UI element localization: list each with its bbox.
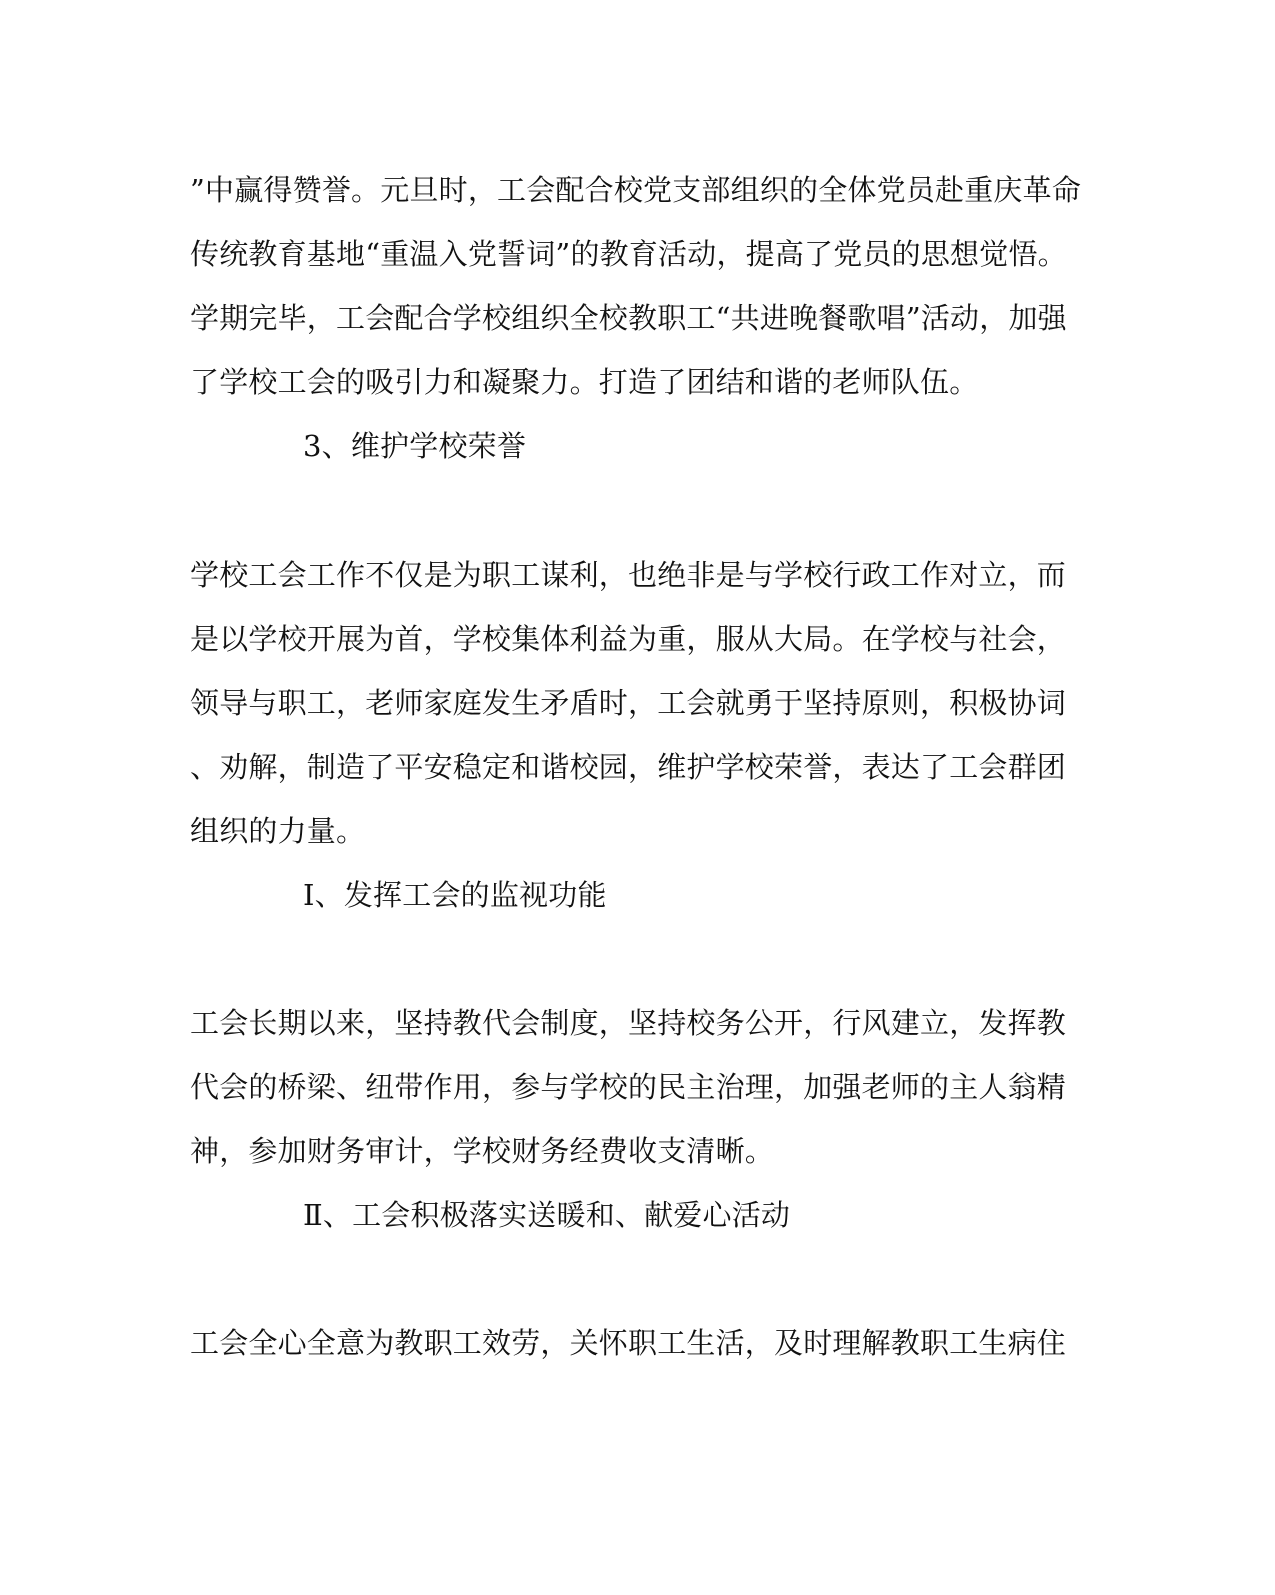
paragraph-2-line-1: 学校工会工作不仅是为职工谋利，也绝非是与学校行政工作对立，而 <box>190 558 1067 592</box>
paragraph-2-line-2: 是以学校开展为首，学校集体利益为重，服从大局。在学校与社会， <box>190 622 1067 656</box>
paragraph-4-line-1: 工会全心全意为教职工效劳，关怀职工生活，及时理解教职工生病住 <box>190 1326 1067 1360</box>
section-heading-3: 3、维护学校荣誉 <box>303 429 527 463</box>
paragraph-3-line-2: 代会的桥梁、纽带作用，参与学校的民主治理，加强老师的主人翁精 <box>190 1070 1067 1104</box>
paragraph-1-line-3: 学期完毕，工会配合学校组织全校教职工“共进晚餐歌唱”活动，加强 <box>190 301 1067 335</box>
paragraph-2-line-5: 组织的力量。 <box>190 814 366 848</box>
section-heading-ii: Ⅱ、工会积极落实送暖和、献爱心活动 <box>303 1198 791 1232</box>
paragraph-2-line-3: 领导与职工，老师家庭发生矛盾时，工会就勇于坚持原则，积极协词 <box>190 686 1067 720</box>
paragraph-3-line-3: 神，参加财务审计，学校财务经费收支清晰。 <box>190 1134 775 1168</box>
paragraph-1-line-1: ”中赢得赞誉。元旦时，工会配合校党支部组织的全体党员赴重庆革命 <box>190 173 1082 207</box>
paragraph-2-line-4: 、劝解，制造了平安稳定和谐校园，维护学校荣誉，表达了工会群团 <box>190 750 1067 784</box>
paragraph-1-line-4: 了学校工会的吸引力和凝聚力。打造了团结和谐的老师队伍。 <box>190 365 979 399</box>
paragraph-3-line-1: 工会长期以来，坚持教代会制度，坚持校务公开，行风建立，发挥教 <box>190 1006 1067 1040</box>
section-heading-i: Ⅰ、发挥工会的监视功能 <box>303 878 607 912</box>
paragraph-1-line-2: 传统教育基地“重温入党誓词”的教育活动，提高了党员的思想觉悟。 <box>190 237 1067 271</box>
